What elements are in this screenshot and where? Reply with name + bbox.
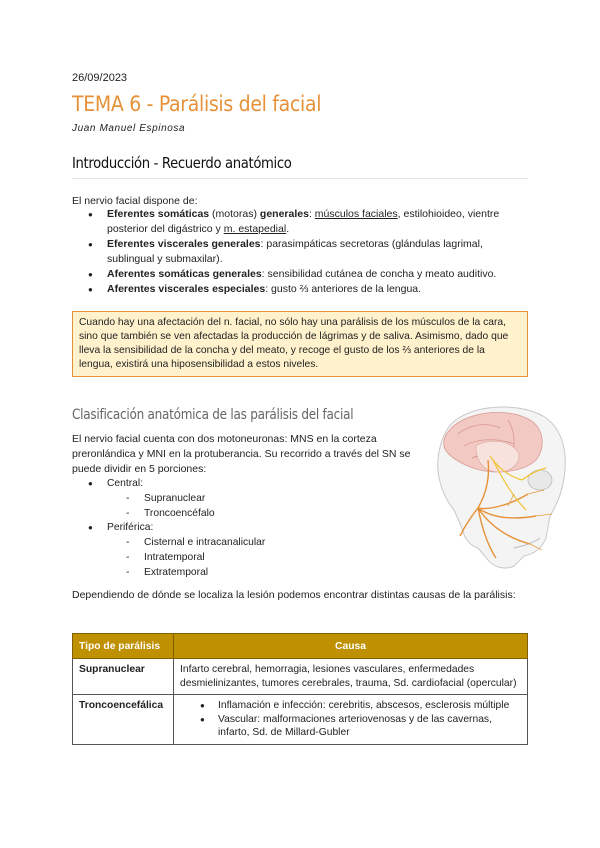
facial-nerve-skull-illustration — [418, 398, 570, 570]
term-bold: Eferentes viscerales generales — [107, 238, 261, 250]
nerve-components-list — [72, 207, 527, 297]
term-bold: Aferentes somáticas generales — [107, 268, 262, 280]
term-rest: , estilohioideo, vientre posterior del digástrico y — [107, 208, 500, 235]
table-cell-type: Troncoencefálica — [73, 695, 174, 745]
list-item — [72, 237, 527, 267]
document-date: 26/09/2023 — [72, 72, 128, 84]
term-rest: : gusto ⅔ anteriores de la lengua. — [265, 283, 422, 295]
cause-item: ● Inflamación e infección: cerebritis, abscesos, esclerosis múltiple — [180, 699, 521, 713]
table-header-cause: Causa — [174, 634, 528, 659]
underlined-term-2: m. estapedial — [223, 223, 287, 235]
causes-intro-paragraph: Dependiendo de dónde se localiza la lesión podemos encontrar distintas causas de la parálisis: — [72, 589, 516, 601]
portions-list — [72, 477, 265, 581]
underlined-term: músculos faciales — [314, 208, 398, 220]
term-rest: : sensibilidad cutánea de concha y meato auditivo. — [261, 268, 497, 280]
cause-item: ● Vascular: malformaciones arteriovenosas y de las cavernas, infarto, Sd. de Millard-Gubler — [180, 713, 521, 740]
term-bold-2: generales — [259, 208, 309, 220]
section-heading-intro: Introducción - Recuerdo anatómico — [72, 154, 292, 172]
list-item-peripheral — [72, 521, 265, 580]
table-row — [73, 659, 528, 695]
author-name: Juan Manuel Espinosa — [72, 123, 186, 134]
sub-item: - Cisternal e intracanalicular — [107, 536, 265, 551]
list-item — [72, 282, 527, 297]
term-sep: : — [308, 208, 315, 220]
term-bold: Aferentes viscerales especiales — [107, 283, 266, 295]
term-mid: (motoras) — [209, 208, 260, 220]
page-title: TEMA 6 - Parálisis del facial — [72, 92, 322, 116]
heading-divider — [72, 178, 528, 179]
term-end: . — [286, 223, 290, 235]
list-item-central — [72, 477, 265, 521]
highlight-callout: Cuando hay una afectación del n. facial, no sólo hay una parálisis de los músculos de la cara, sino que también se ven afectadas la producción de lágrimas y de saliva. Asimismo, dado que lleva la sensibilidad de la concha y del meato, y recoge el gusto de los ⅔ anteriores de la lengua, existirá una hiposensibilidad a estos niveles. — [72, 311, 528, 377]
table-row — [73, 695, 528, 745]
table-header-type: Tipo de parálisis — [73, 634, 174, 659]
table-cell-cause: Infarto cerebral, hemorragia, lesiones vasculares, enfermedades desmielinizantes, tumores cerebrales, trauma, Sd. cardiofacial (opercular) — [174, 659, 528, 695]
section-heading-classification: Clasificación anatómica de las parálisis del facial — [72, 407, 354, 423]
term-bold: Eferentes somáticas — [107, 208, 210, 220]
list-item — [72, 207, 527, 237]
list-label: Central: — [107, 478, 144, 489]
table-cell-cause — [174, 695, 528, 745]
list-item — [72, 267, 527, 282]
table-header-row — [73, 634, 528, 659]
table-cell-type: Supranuclear — [73, 659, 174, 695]
sub-item: - Supranuclear — [107, 492, 265, 507]
sub-item: - Extratemporal — [107, 566, 265, 581]
sub-item: - Troncoencéfalo — [107, 507, 265, 522]
intro-text: El nervio facial dispone de: — [72, 195, 198, 207]
sub-item: - Intratemporal — [107, 551, 265, 566]
list-label: Periférica: — [107, 522, 154, 534]
paralysis-causes-table — [72, 633, 528, 745]
term-rest: : parasimpáticas secretoras (glándulas lagrimal, sublingual y submaxilar). — [107, 238, 483, 265]
classification-paragraph: El nervio facial cuenta con dos motoneuronas: MNS en la corteza preronlándica y MNI en la protuberancia. Su recorrido a través del SN se puede dividir en 5 porciones: — [72, 433, 411, 475]
